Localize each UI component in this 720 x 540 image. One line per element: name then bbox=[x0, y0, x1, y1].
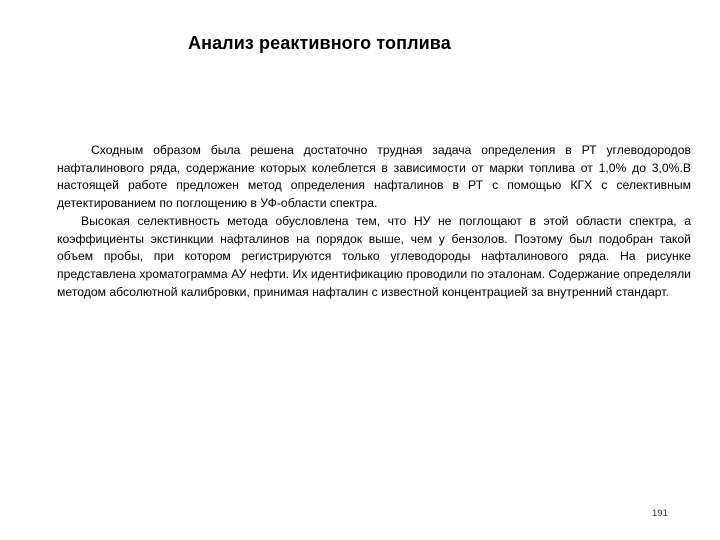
body-paragraph: Высокая селективность метода обусловлена тем, что НУ не поглощают в этой области спектра, а коэффициенты экстинкции нафталинов на порядок выше, чем у бензолов. Поэтому был подобран такой объем пробы, при котором регистрируются только углеводороды нафталинового ряда. На рисунке представлена хроматограмма АУ нефти. Их идентификацию проводили по эталонам. Содержание определяли методом абсолютной калибровки, принимая нафталин с известной концентрацией за внутренний стандарт. bbox=[57, 213, 691, 299]
slide-body bbox=[57, 142, 691, 301]
slide-title: Анализ реактивного топлива bbox=[188, 33, 451, 53]
body-paragraph: Сходным образом была решена достаточно трудная задача определения в РТ углеводородов нафталинового ряда, содержание которых колеблется в зависимости от марки топлива от 1,0% до 3,0%.В настоящей работе предложен метод определения нафталинов в РТ с помощью КГХ с селективным детектированием по поглощению в УФ-области спектра. bbox=[57, 143, 691, 211]
page-number: 191 bbox=[652, 508, 668, 519]
